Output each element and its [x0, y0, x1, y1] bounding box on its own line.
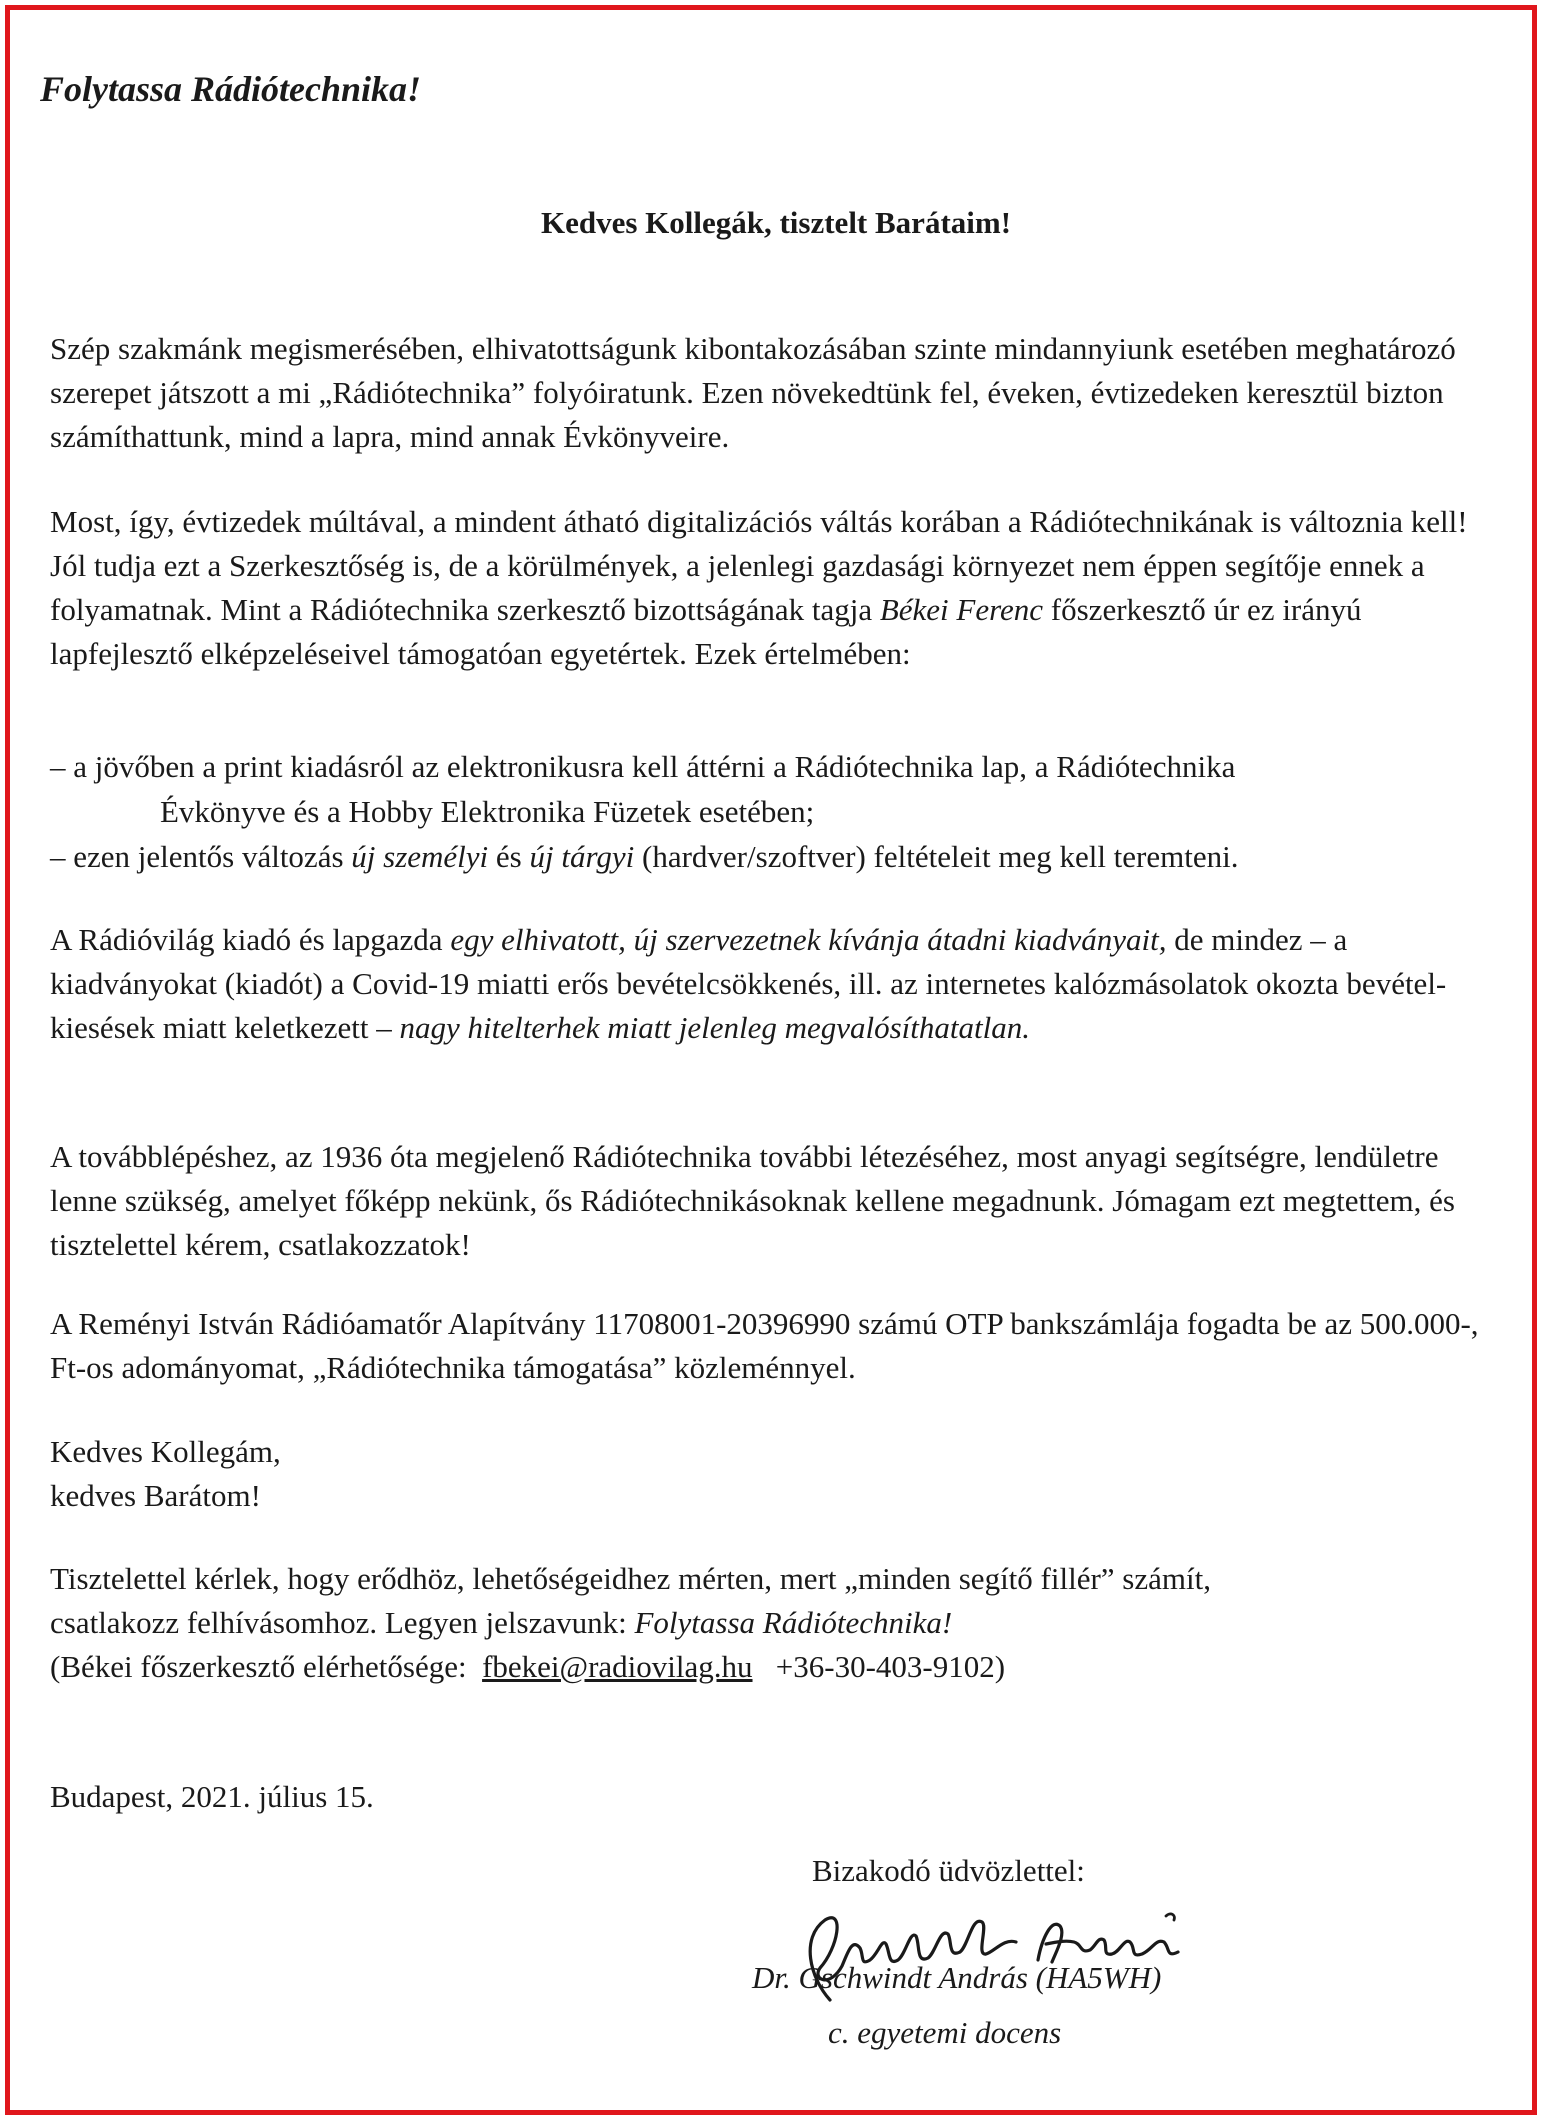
date-line: Budapest, 2021. július 15.: [50, 1779, 374, 1814]
paragraph-intro: Szép szakmánk megismerésében, elhivatottságunk kibontakozásában szinte mindannyiunk esetében meghatározó szerepet játszott a mi „Rádiótechnika” folyóiratunk. Ezen növekedtünk fel, éveken, évtizedeken keresztül bizton számíthattunk, mind a lapra, mind annak Évkönyveire.: [50, 331, 1456, 454]
header-title: Folytassa Rádiótechnika!: [40, 69, 422, 109]
appeal-line-1: Tisztelettel kérlek, hogy erődhöz, lehetőségeidhez mérten, mert „minden segítő fillér” számít,: [50, 1561, 1211, 1596]
bullet-2-text: – ezen jelentős változás: [50, 839, 352, 874]
paragraph-support: A továbblépéshez, az 1936 óta megjelenő Rádiótechnika további létezéséhez, most anyagi segítségre, lendületre lenne szükség, amelyet főképp nekünk, ős Rádiótechnikásoknak kellene megadnunk. Jómagam ezt megtettem, és tisztelettel kérem, csatlakozzatok!: [50, 1139, 1455, 1262]
bullet-1-continuation: Évkönyve és a Hobby Elektronika Füzetek esetében;: [160, 794, 815, 829]
paragraph-digitalization: [50, 500, 1500, 676]
paragraph-digitalization-text-2: főszerkesztő úr ez irányú lapfejlesztő elképzeléseivel támogatóan egyetértek. Ezek értelmében:: [50, 592, 1362, 671]
paragraph-address: [50, 1430, 1500, 1518]
paragraph-publisher-emphasis-1: egy elhivatott, új szervezetnek kívánja átadni kiadványait,: [450, 922, 1167, 957]
paragraph-publisher-emphasis-2: nagy hitelterhek miatt jelenleg megvalósíthatatlan.: [399, 1010, 1030, 1045]
bullet-2-emphasis-2: új tárgyi: [529, 839, 635, 874]
appeal-line-2-text: csatlakozz felhívásomhoz. Legyen jelszavunk:: [50, 1605, 635, 1640]
paragraph-publisher-text: A Rádióvilág kiadó és lapgazda: [50, 922, 451, 957]
contact-email-link[interactable]: fbekei@radiovilag.hu: [482, 1649, 753, 1684]
contact-phone: +36-30-403-9102): [752, 1649, 1006, 1684]
closing-greeting: Bizakodó üdvözlettel:: [812, 1853, 1085, 1888]
bullet-1: – a jövőben a print kiadásról az elektronikusra kell áttérni a Rádiótechnika lap, a Rádiótechnika: [50, 749, 1236, 784]
signer-name: Dr. Gschwindt András (HA5WH): [752, 1960, 1162, 1995]
appeal-line-2: [50, 1601, 1500, 1645]
signer-title: c. egyetemi docens: [828, 2015, 1062, 2050]
editor-name: Békei Ferenc: [879, 592, 1044, 627]
paragraph-publisher: [50, 918, 1500, 1050]
paragraph-appeal: [50, 1557, 1500, 1689]
paragraph-digitalization-text: Most, így, évtizedek múltával, a mindent átható digitalizációs váltás korában a Rádiótechnikának is változnia kell! Jól tudja ezt a Szerkesztőség is, de a körülmények, a jelenlegi gazdasági környezet nem éppen segítője ennek a folyamatnak. Mint a Rádiótechnika szerkesztő bizottságának tagja: [50, 504, 1468, 627]
bullet-2-emphasis-1: új személyi: [351, 839, 489, 874]
bullet-2-text-2: és: [488, 839, 530, 874]
contact-label: (Békei főszerkesztő elérhetősége:: [50, 1649, 483, 1684]
paragraph-publisher-text-2: de mindez – a kiadványokat (kiadót) a Covid-19 miatti erős bevételcsökkenés, ill. az internetes kalózmásolatok okozta bevétel-kiesések miatt keletkezett –: [50, 922, 1447, 1045]
address-line-1: Kedves Kollegám,: [50, 1434, 281, 1469]
address-line-2: kedves Barátom!: [50, 1478, 261, 1513]
bullet-2-text-3: (hardver/szoftver) feltételeit meg kell teremteni.: [634, 839, 1239, 874]
appeal-motto: Folytassa Rádiótechnika!: [634, 1605, 953, 1640]
appeal-line-3: [50, 1645, 1500, 1689]
salutation: Kedves Kollegák, tisztelt Barátaim!: [540, 205, 1012, 240]
paragraph-donation: A Reményi István Rádióamatőr Alapítvány 11708001-20396990 számú OTP bankszámlája fogadta be az 500.000-, Ft-os adományomat, „Rádiótechnika támogatása” közleménnyel.: [50, 1306, 1479, 1385]
bullet-2: [50, 835, 1500, 879]
